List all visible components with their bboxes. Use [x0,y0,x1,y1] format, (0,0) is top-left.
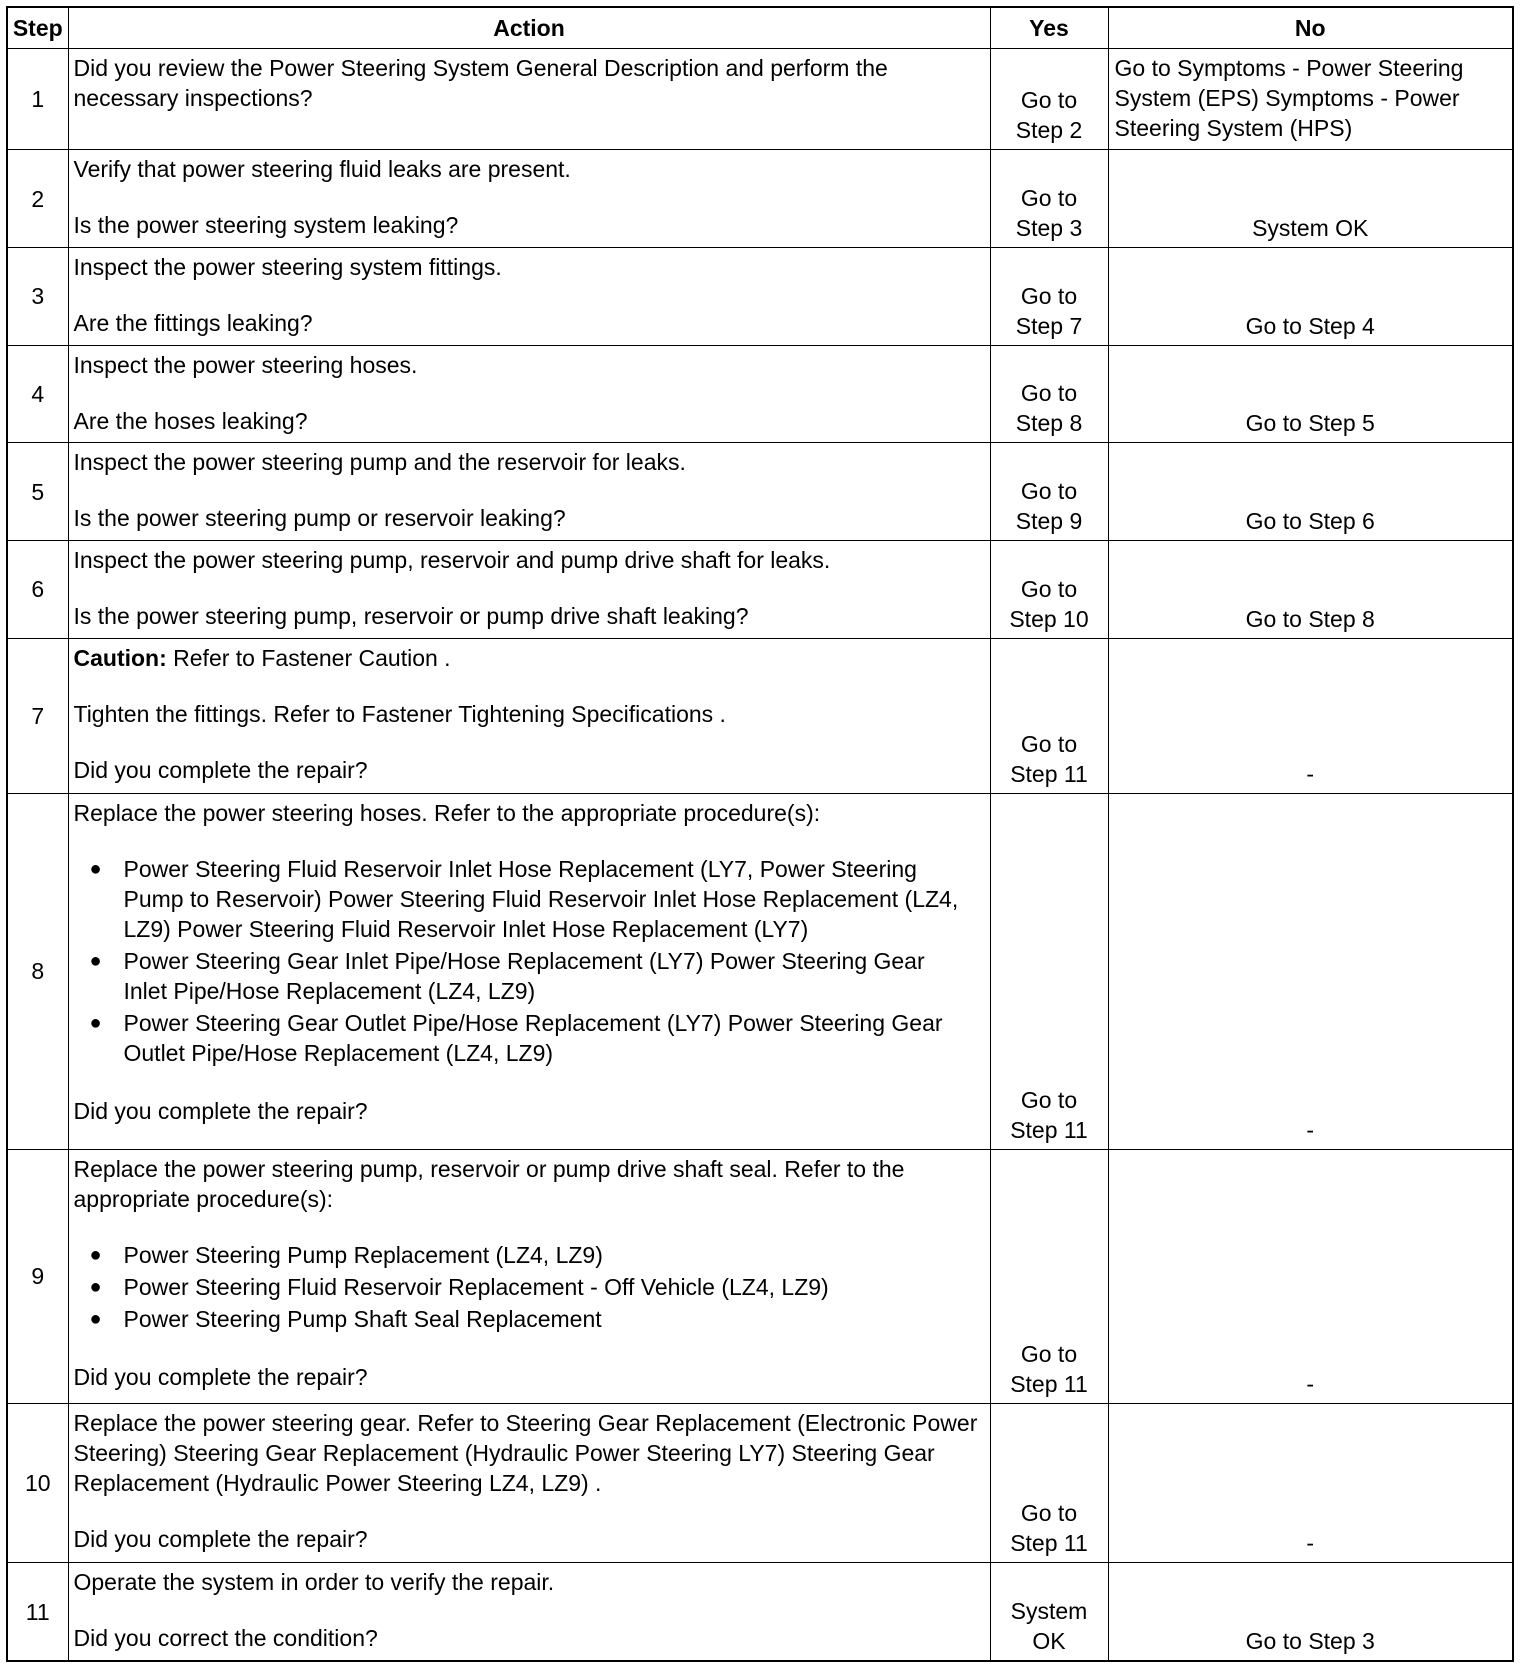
header-action: Action [68,7,990,48]
table-row [7,443,1513,541]
yes-line-2: Step 7 [1015,312,1083,339]
yes-line-1: Go to [1020,184,1078,211]
step-number: 2 [7,150,68,248]
yes-cell [990,1563,1108,1661]
action-cell [68,150,990,248]
no-cell: - [1108,1149,1513,1403]
table-row [7,1403,1513,1562]
yes-line-1: Go to [1020,1086,1078,1113]
yes-line-2: Step 2 [1015,117,1083,144]
action-instruction: Inspect the power steering hoses. [73,351,418,378]
caution-text: Refer to Fastener Caution . [166,644,451,671]
action-instruction: Replace the power steering pump, reservoir or pump drive shaft seal. Refer to the appropriate procedure(s): [73,1155,905,1212]
table-row [7,48,1513,150]
yes-line-1: Go to [1020,575,1078,602]
no-cell: Go to Step 4 [1108,247,1513,345]
action-cell [68,1149,990,1403]
action-instruction: Inspect the power steering system fittings. [73,253,502,280]
table-row [7,247,1513,345]
yes-line-1: Go to [1020,87,1078,114]
action-question: Are the hoses leaking? [73,407,308,434]
procedure-list [74,1240,986,1334]
action-question: Is the power steering pump, reservoir or pump drive shaft leaking? [73,603,749,630]
yes-cell [990,794,1108,1150]
yes-line-2: Step 9 [1015,508,1083,535]
yes-line-2: Step 11 [1010,1370,1088,1397]
procedure-item: ● Power Steering Pump Shaft Seal Replacement [124,1304,986,1334]
step-number: 8 [7,794,68,1150]
step-number: 4 [7,345,68,443]
action-cell [68,247,990,345]
yes-line-2: Step 11 [1010,1530,1088,1557]
procedure-item: ● Power Steering Gear Outlet Pipe/Hose Replacement (LY7) Power Steering Gear Outlet Pipe/Hose Replacement (LZ4, LZ9) [124,1008,986,1068]
action-cell [68,794,990,1150]
procedure-item: ● Power Steering Fluid Reservoir Inlet Hose Replacement (LY7, Power Steering Pump to Reservoir) Power Steering Fluid Reservoir Inlet Hose Replacement (LZ4, LZ9) Power Steering Fluid Reservoir Inlet Hose Replacement (LY7) [124,854,986,944]
action-question: Did you complete the repair? [73,756,368,783]
table-row [7,638,1513,793]
yes-line-1: Go to [1020,1500,1078,1527]
yes-line-1: System [1010,1598,1088,1624]
procedure-item: ● Power Steering Fluid Reservoir Replacement - Off Vehicle (LZ4, LZ9) [124,1272,986,1302]
yes-cell [990,150,1108,248]
action-instruction: Inspect the power steering pump and the reservoir for leaks. [73,449,686,476]
no-cell: Go to Step 6 [1108,443,1513,541]
yes-line-2: OK [1032,1628,1066,1654]
no-cell: Go to Step 8 [1108,541,1513,639]
table-row [7,1149,1513,1403]
step-number: 1 [7,48,68,150]
action-question: Is the power steering system leaking? [73,212,459,239]
action-cell [68,345,990,443]
action-question: Are the fittings leaking? [73,309,313,336]
yes-cell [990,247,1108,345]
header-step: Step [7,7,68,48]
yes-cell [990,48,1108,150]
yes-line-2: Step 8 [1015,410,1083,437]
yes-line-2: Step 11 [1010,761,1088,788]
no-cell: - [1108,638,1513,793]
no-cell: Go to Symptoms - Power Steering System (EPS) Symptoms - Power Steering System (HPS) [1108,48,1513,150]
yes-cell [990,638,1108,793]
no-cell: Go to Step 3 [1108,1563,1513,1661]
no-cell: Go to Step 5 [1108,345,1513,443]
action-text: Did you review the Power Steering System General Description and perform the necessary inspections? [73,54,888,111]
table-row [7,1563,1513,1661]
yes-cell [990,1149,1108,1403]
step-number: 6 [7,541,68,639]
yes-line-1: Go to [1020,380,1078,407]
no-cell: System OK [1108,150,1513,248]
yes-cell [990,345,1108,443]
action-instruction: Inspect the power steering pump, reservoir and pump drive shaft for leaks. [73,547,831,574]
action-cell [68,638,990,793]
step-number: 7 [7,638,68,793]
yes-line-1: Go to [1020,282,1078,309]
procedure-item: ● Power Steering Gear Inlet Pipe/Hose Replacement (LY7) Power Steering Gear Inlet Pipe/Hose Replacement (LZ4, LZ9) [124,946,986,1006]
procedure-list [74,854,986,1068]
caution-line [74,643,986,673]
action-cell [68,443,990,541]
yes-line-1: Go to [1020,731,1078,758]
table-row [7,794,1513,1150]
yes-line-1: Go to [1020,478,1078,505]
action-instruction: Verify that power steering fluid leaks are present. [73,156,571,183]
step-number: 11 [7,1563,68,1661]
action-cell [68,1563,990,1661]
step-number: 3 [7,247,68,345]
step-number: 5 [7,443,68,541]
yes-line-1: Go to [1020,1340,1078,1367]
yes-cell [990,1403,1108,1562]
yes-cell [990,541,1108,639]
action-cell [68,48,990,150]
diagnostic-table [6,6,1514,1662]
yes-cell [990,443,1108,541]
procedure-item: ● Power Steering Pump Replacement (LZ4, LZ9) [124,1240,986,1270]
action-instruction: Tighten the fittings. Refer to Fastener Tightening Specifications . [73,700,726,727]
header-yes: Yes [990,7,1108,48]
yes-line-2: Step 11 [1010,1116,1088,1143]
action-instruction: Operate the system in order to verify the repair. [73,1569,555,1596]
header-no: No [1108,7,1513,48]
action-instruction: Replace the power steering hoses. Refer to the appropriate procedure(s): [73,800,821,827]
action-question: Did you complete the repair? [73,1525,368,1552]
table-row [7,541,1513,639]
action-cell [68,541,990,639]
no-cell: - [1108,1403,1513,1562]
caution-label: Caution: [73,644,167,671]
yes-line-2: Step 3 [1015,214,1083,241]
action-cell [68,1403,990,1562]
table-row [7,345,1513,443]
action-question: Is the power steering pump or reservoir leaking? [73,505,566,532]
yes-line-2: Step 10 [1009,605,1089,632]
action-question: Did you complete the repair? [73,1363,368,1390]
step-number: 10 [7,1403,68,1562]
action-question: Did you correct the condition? [73,1625,378,1652]
table-row [7,150,1513,248]
header-row [7,7,1513,48]
no-cell: - [1108,794,1513,1150]
action-question: Did you complete the repair? [73,1098,368,1125]
action-instruction: Replace the power steering gear. Refer to Steering Gear Replacement (Electronic Power Steering) Steering Gear Replacement (Hydraulic Power Steering LY7) Steering Gear Replacement (Hydraulic Power Steering LZ4, LZ9) . [73,1409,978,1496]
step-number: 9 [7,1149,68,1403]
